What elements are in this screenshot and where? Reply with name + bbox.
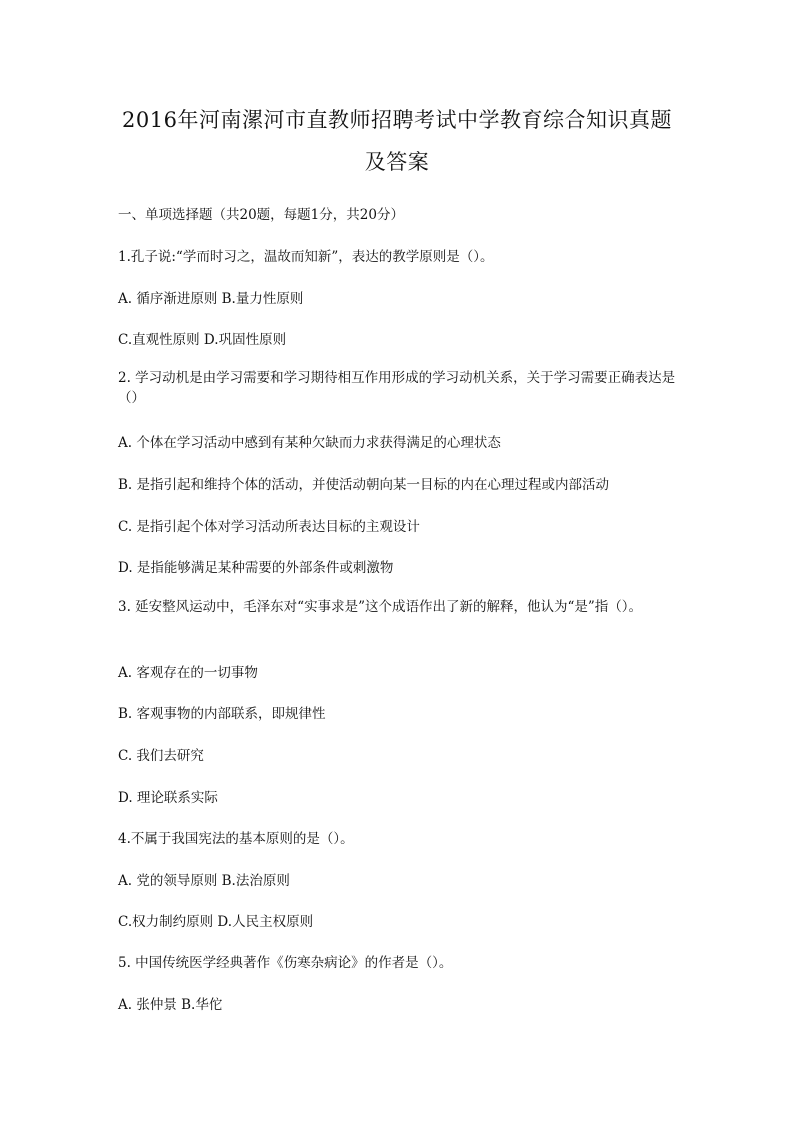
question-3-option-b: B. 客观事物的内部联系，即规律性 xyxy=(118,706,326,722)
question-3-option-d: D. 理论联系实际 xyxy=(118,790,218,806)
section-heading: 一、单项选择题（共20题，每题1分，共20分） xyxy=(118,207,404,223)
question-2-option-c: C. 是指引起个体对学习活动所表达目标的主观设计 xyxy=(118,519,420,535)
question-1-options-cd: C.直观性原则 D.巩固性原则 xyxy=(118,332,287,348)
document-title-continued: 及答案 xyxy=(364,150,430,174)
question-2-option-a: A. 个体在学习活动中感到有某种欠缺而力求获得满足的心理状态 xyxy=(118,435,501,451)
question-4-options-ab: A. 党的领导原则 B.法治原则 xyxy=(118,873,290,889)
question-1-options-ab: A. 循序渐进原则 B.量力性原则 xyxy=(118,291,304,307)
question-3: 3. 延安整风运动中，毛泽东对“实事求是”这个成语作出了新的解释，他认为“是”指（）。 xyxy=(118,599,643,615)
question-5: 5. 中国传统医学经典著作《伤寒杂病论》的作者是（）。 xyxy=(118,955,453,971)
document-title: 2016年河南漯河市直教师招聘考试中学教育综合知识真题 xyxy=(122,108,672,132)
question-4: 4.不属于我国宪法的基本原则的是（）。 xyxy=(118,831,354,847)
question-2-option-d: D. 是指能够满足某种需要的外部条件或刺激物 xyxy=(118,560,394,576)
question-2: 2. 学习动机是由学习需要和学习期待相互作用形成的学习动机关系，关于学习需要正确表达是（） xyxy=(118,370,676,406)
question-4-options-cd: C.权力制约原则 D.人民主权原则 xyxy=(118,914,314,930)
question-2-option-b: B. 是指引起和维持个体的活动，并使活动朝向某一目标的内在心理过程或内部活动 xyxy=(118,477,610,493)
question-1: 1.孔子说:“学而时习之，温故而知新”，表达的教学原则是（）。 xyxy=(118,249,494,265)
question-3-option-a: A. 客观存在的一切事物 xyxy=(118,665,258,681)
question-5-options-ab: A. 张仲景 B.华佗 xyxy=(118,997,223,1013)
question-3-option-c: C. 我们去研究 xyxy=(118,748,204,764)
